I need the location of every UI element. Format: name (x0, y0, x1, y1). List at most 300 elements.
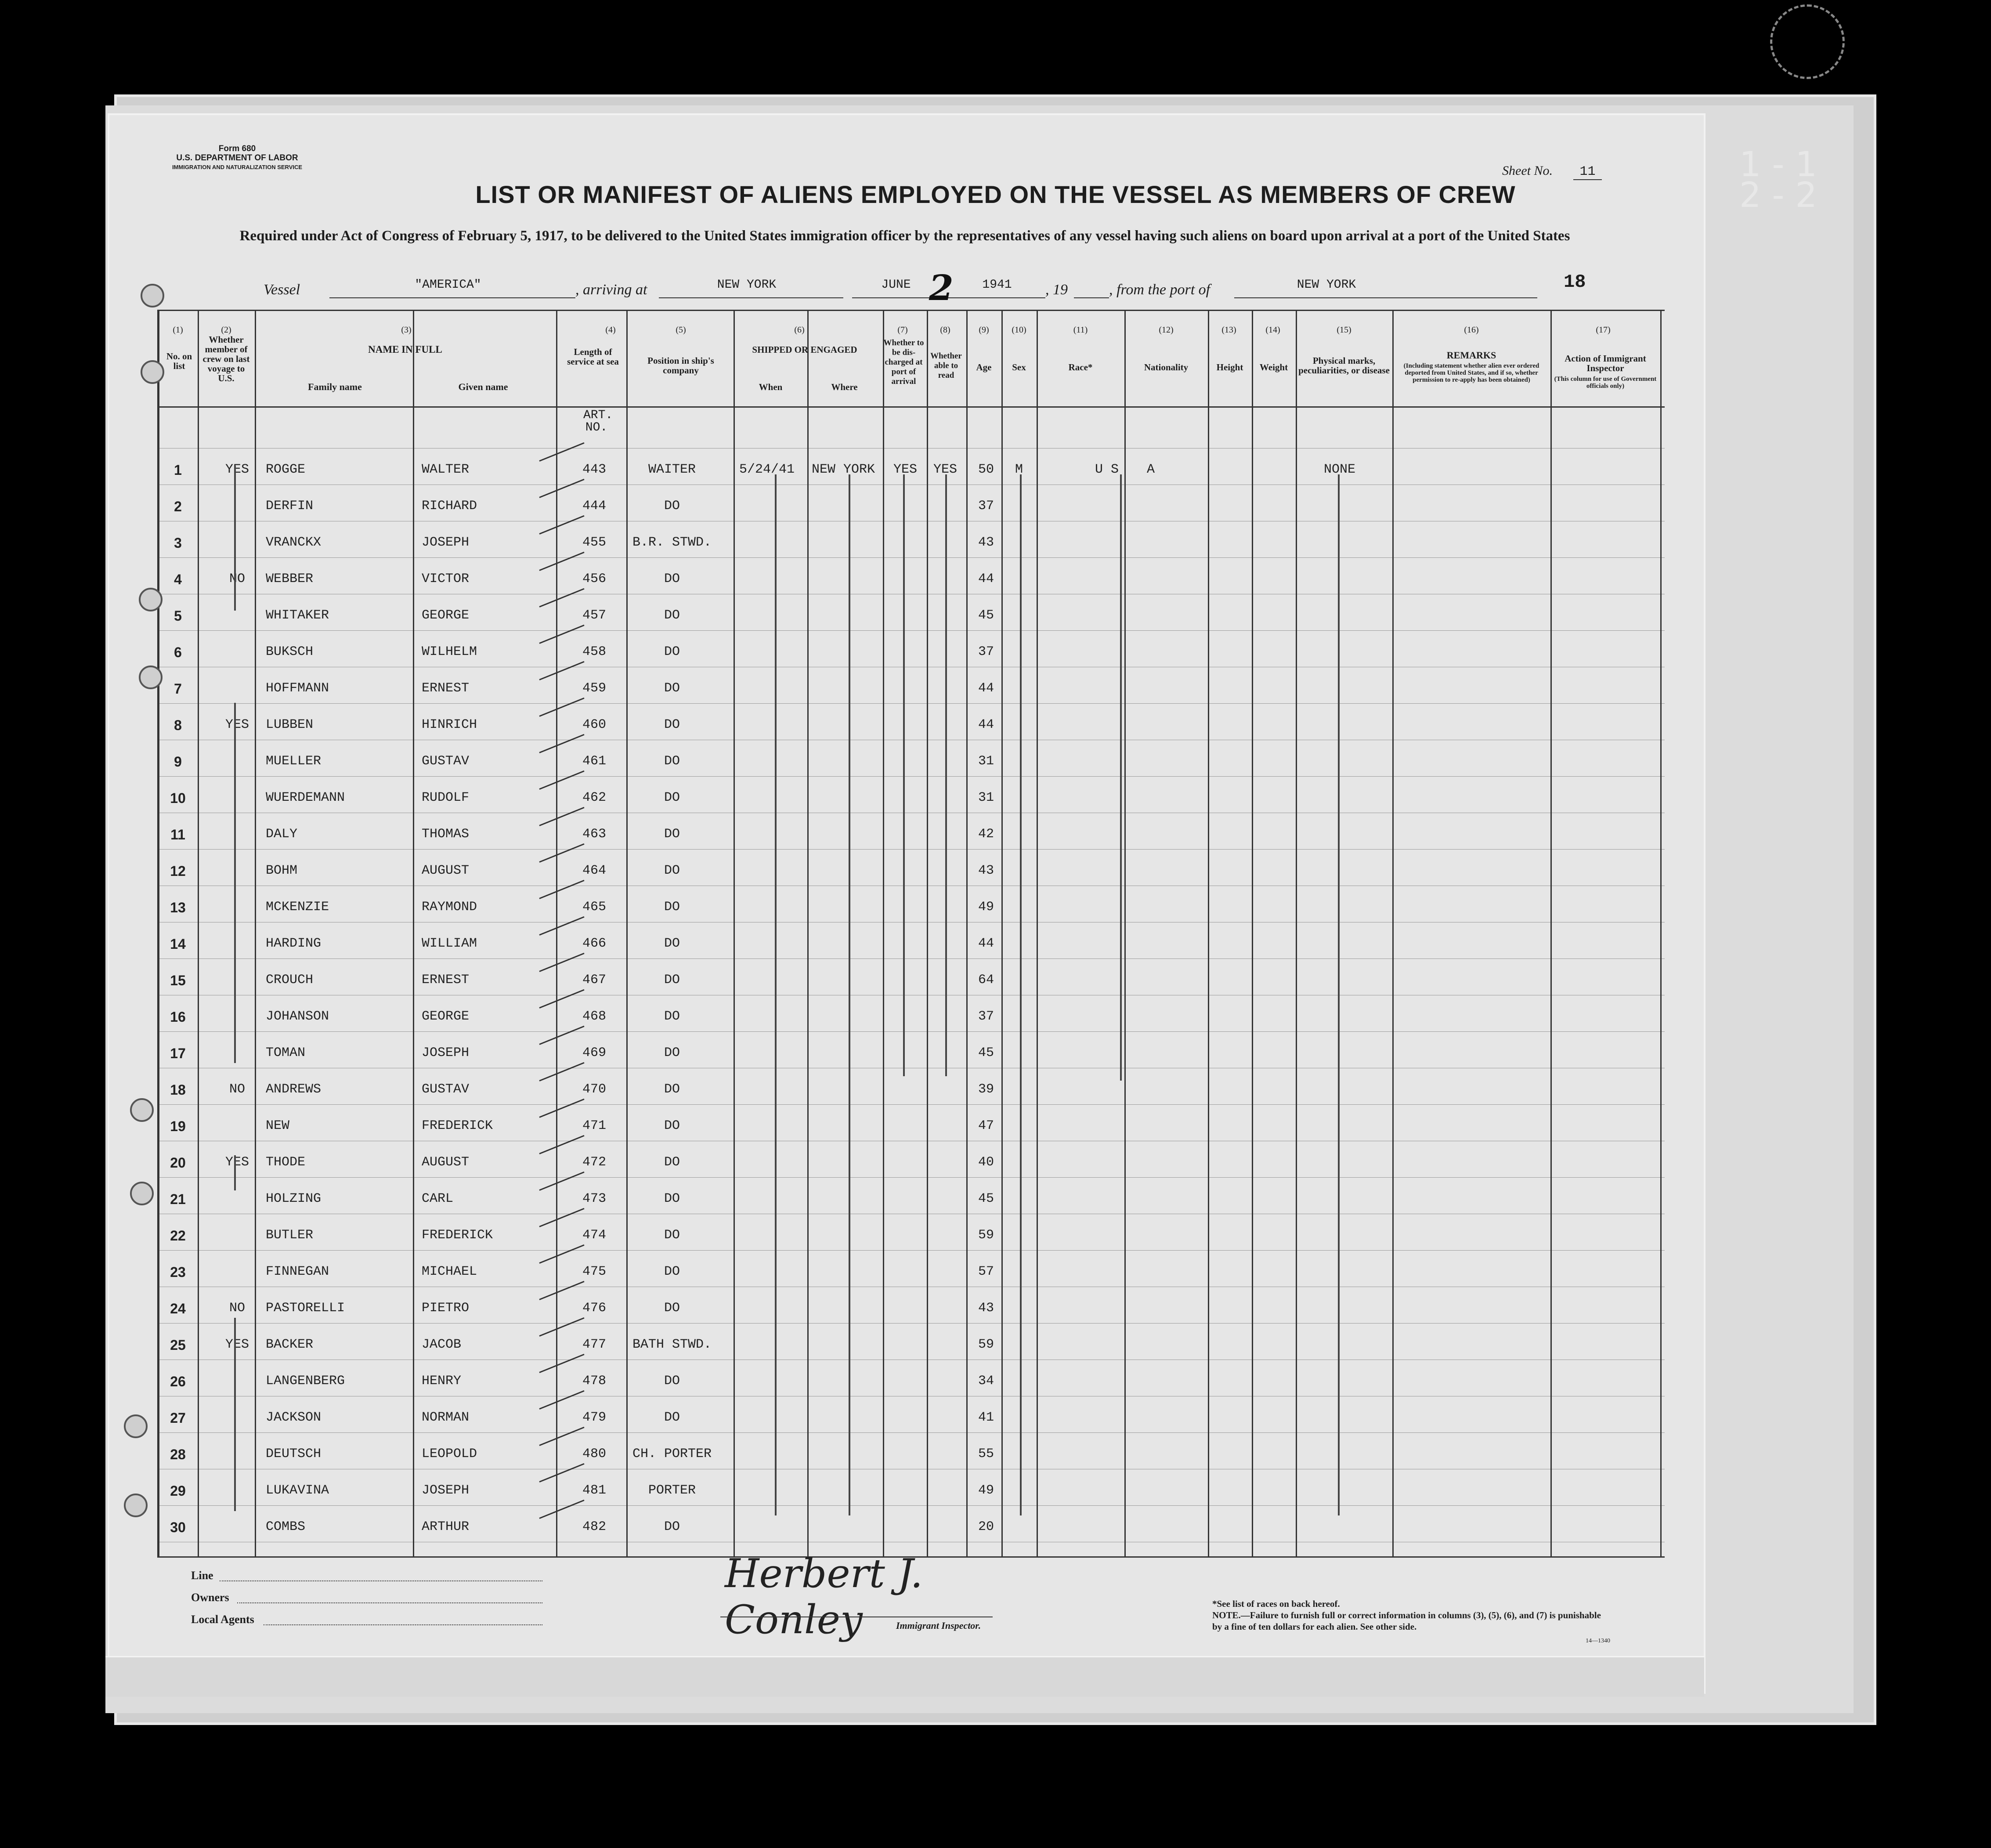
cell-family: WEBBER (266, 571, 314, 586)
side-note-1: 1 - 1 (1739, 145, 1817, 184)
punch-hole (124, 1494, 148, 1517)
cell-no: 14 (170, 936, 186, 952)
table-row (157, 849, 1665, 886)
cell-member: YES (225, 1155, 249, 1170)
header-member: Whether member of crew on last voyage to U.S. (202, 334, 250, 383)
cell-no: 29 (170, 1483, 186, 1499)
cell-age: 40 (978, 1155, 994, 1170)
cell-no: 12 (170, 863, 186, 879)
cell-family: LANGENBERG (266, 1374, 345, 1389)
cell-family: BACKER (266, 1337, 314, 1352)
cell-family: MUELLER (266, 754, 322, 769)
cell-given: ERNEST (422, 681, 470, 696)
table-row (157, 922, 1665, 958)
cell-given: HENRY (422, 1374, 462, 1389)
cell-age: 45 (978, 608, 994, 623)
table-row (157, 1432, 1665, 1469)
cell-length: 456 (582, 571, 606, 586)
cell-age: 34 (978, 1374, 994, 1389)
cell-family: BUTLER (266, 1228, 314, 1243)
cell-physical: NONE (1323, 462, 1355, 477)
cell-family: BUKSCH (266, 644, 314, 659)
document-title: LIST OR MANIFEST OF ALIENS EMPLOYED ON THE VESSEL AS MEMBERS OF CREW (475, 181, 1516, 208)
header-length-service: Length of service at sea (567, 347, 619, 367)
cell-sex: M (1015, 462, 1023, 477)
cell-given: ARTHUR (422, 1519, 470, 1534)
cell-family: DALY (266, 827, 298, 842)
cell-length: 476 (582, 1301, 606, 1316)
cell-given: CARL (422, 1191, 454, 1206)
header-action-note: (This column for use of Government officials only) (1554, 376, 1657, 390)
cell-position: DO (664, 1009, 680, 1024)
owners-label: Owners (191, 1591, 229, 1604)
cell-no: 26 (170, 1374, 186, 1389)
cell-length: 473 (582, 1191, 606, 1206)
table-row (157, 703, 1665, 740)
column-number: (7) (897, 325, 908, 335)
owners-field (237, 1602, 542, 1603)
cell-length: 464 (582, 863, 606, 878)
cell-where: NEW YORK (812, 462, 875, 477)
cell-family: THODE (266, 1155, 306, 1170)
form-number: Form 680 (218, 144, 256, 153)
cell-family: JOHANSON (266, 1009, 329, 1024)
cell-position: DO (664, 1155, 680, 1170)
cell-length: 479 (582, 1410, 606, 1425)
cell-age: 44 (978, 681, 994, 696)
cell-length: 458 (582, 644, 606, 659)
cell-age: 37 (978, 644, 994, 659)
cell-family: FINNEGAN (266, 1264, 329, 1279)
cell-length: 457 (582, 608, 606, 623)
century-underline (1074, 297, 1109, 298)
cell-no: 8 (174, 717, 182, 733)
cell-given: WILHELM (422, 644, 477, 659)
cell-position: DO (664, 900, 680, 915)
table-row (157, 776, 1665, 813)
cell-length: 474 (582, 1228, 606, 1243)
cell-position: DO (664, 1410, 680, 1425)
cell-given: HINRICH (422, 717, 477, 732)
cell-member: YES (225, 462, 249, 477)
cell-no: 27 (170, 1410, 186, 1426)
ditto-line-race (1120, 474, 1122, 1081)
column-number: (1) (173, 325, 183, 335)
footnote-block (1212, 1598, 1608, 1632)
cell-no: 4 (174, 571, 182, 587)
cell-position: DO (664, 681, 680, 696)
cell-discharged: YES (893, 462, 917, 477)
cell-family: VRANCKX (266, 535, 322, 550)
form-identifier (167, 144, 307, 172)
cell-no: 11 (170, 827, 185, 843)
cell-given: GUSTAV (422, 1082, 470, 1097)
cell-family: NEW (266, 1118, 290, 1133)
cell-age: 31 (978, 790, 994, 805)
cell-no: 2 (174, 499, 182, 514)
cell-no: 18 (170, 1082, 186, 1098)
cell-family: LUKAVINA (266, 1483, 329, 1498)
header-action: Action of Immigrant Inspector (1565, 353, 1646, 373)
sheet-number-value: 11 (1573, 164, 1601, 180)
header-position: Position in ship's company (647, 355, 714, 376)
cell-given: FREDERICK (422, 1228, 493, 1243)
column-number: (16) (1464, 325, 1479, 335)
header-discharged: Whether to be dis-charged at port of arrival (883, 338, 924, 386)
cell-position: DO (664, 717, 680, 732)
cell-age: 64 (978, 973, 994, 987)
cell-no: 25 (170, 1337, 186, 1353)
cell-position: DO (664, 1045, 680, 1060)
cell-position: DO (664, 1264, 680, 1279)
ditto-line-physical (1338, 474, 1340, 1515)
column-number: (8) (940, 325, 950, 335)
cell-family: DEUTSCH (266, 1447, 322, 1461)
cell-position: B.R. STWD. (632, 535, 712, 550)
column-number: (12) (1159, 325, 1174, 335)
cell-when: 5/24/41 (739, 462, 795, 477)
column-number: (13) (1221, 325, 1236, 335)
ditto-line-sex (1020, 474, 1022, 1515)
cell-age: 37 (978, 1009, 994, 1024)
cell-position: DO (664, 754, 680, 769)
cell-age: 45 (978, 1045, 994, 1060)
circular-stamp (1770, 4, 1845, 79)
punch-hole (130, 1182, 154, 1205)
header-given-name: Given name (458, 381, 508, 392)
cell-position: DO (664, 936, 680, 951)
cell-length: 466 (582, 936, 606, 951)
cell-position: DO (664, 1118, 680, 1133)
cell-given: PIETRO (422, 1301, 470, 1316)
table-top-rule (157, 310, 1665, 311)
table-row (157, 630, 1665, 667)
cell-nationality: A (1146, 462, 1155, 477)
header-nationality: Nationality (1144, 362, 1189, 372)
cell-position: DO (664, 1519, 680, 1534)
cell-family: HARDING (266, 936, 322, 951)
table-row (157, 886, 1665, 922)
table-row (157, 667, 1665, 703)
cell-position: DO (664, 499, 680, 514)
cell-position: BATH STWD. (632, 1337, 712, 1352)
page-edge (105, 1656, 1704, 1697)
cell-length: 462 (582, 790, 606, 805)
cell-given: NORMAN (422, 1410, 470, 1425)
cell-family: CROUCH (266, 973, 314, 987)
cell-no: 3 (174, 535, 182, 551)
cell-no: 16 (170, 1009, 186, 1025)
cell-no: 7 (174, 681, 182, 697)
cell-age: 57 (978, 1264, 994, 1279)
from-port-underline (1234, 297, 1537, 298)
art-no-label: ART. NO. (583, 409, 613, 434)
cell-position: DO (664, 1191, 680, 1206)
cell-length: 444 (582, 499, 606, 514)
table-row (157, 958, 1665, 995)
punch-hole (130, 1098, 154, 1122)
arriving-label: , arriving at (575, 282, 647, 298)
table-row (157, 1177, 1665, 1214)
cell-length: 471 (582, 1118, 606, 1133)
cell-family: HOFFMANN (266, 681, 329, 696)
cell-length: 455 (582, 535, 606, 550)
cell-position: DO (664, 1082, 680, 1097)
cell-age: 47 (978, 1118, 994, 1133)
cell-no: 6 (174, 644, 182, 660)
cell-age: 44 (978, 936, 994, 951)
cell-no: 24 (170, 1301, 186, 1316)
cell-length: 468 (582, 1009, 606, 1024)
table-row (157, 1068, 1665, 1104)
cell-position: DO (664, 571, 680, 586)
header-sex: Sex (1012, 362, 1026, 372)
cell-age: 31 (978, 754, 994, 769)
cell-length: 459 (582, 681, 606, 696)
cell-family: JACKSON (266, 1410, 322, 1425)
column-number: (17) (1596, 325, 1611, 335)
table-row (157, 995, 1665, 1031)
column-number: (10) (1012, 325, 1026, 335)
inspector-label: Immigrant Inspector. (896, 1620, 981, 1631)
arrival-year: 1941 (982, 278, 1012, 292)
side-note-2: 2 - 2 (1739, 176, 1817, 215)
cell-family: ANDREWS (266, 1082, 322, 1097)
ditto-line-where (849, 474, 850, 1515)
cell-position: DO (664, 608, 680, 623)
cell-given: THOMAS (422, 827, 470, 842)
cell-age: 44 (978, 571, 994, 586)
table-row (157, 1287, 1665, 1323)
cell-length: 481 (582, 1483, 606, 1498)
cell-no: 28 (170, 1447, 186, 1462)
ditto-line (234, 1318, 236, 1511)
cell-length: 475 (582, 1264, 606, 1279)
cell-given: AUGUST (422, 1155, 470, 1170)
cell-given: JOSEPH (422, 1483, 470, 1498)
cell-length: 472 (582, 1155, 606, 1170)
header-name-in-full: NAME IN FULL (368, 344, 442, 355)
cell-age: 55 (978, 1447, 994, 1461)
local-agents-label: Local Agents (191, 1613, 254, 1626)
header-when: When (759, 382, 783, 392)
ditto-line-read (945, 474, 947, 1076)
footnote-penalty: NOTE.—Failure to furnish full or correct information in columns (3), (5), (6), and (7) is punishable by a fine of ten dollars for each alien. See other side. (1212, 1610, 1601, 1632)
cell-given: ERNEST (422, 973, 470, 987)
cell-position: DO (664, 644, 680, 659)
cell-no: 19 (170, 1118, 186, 1134)
cell-length: 461 (582, 754, 606, 769)
table-row (157, 1505, 1665, 1542)
table-row (157, 1396, 1665, 1432)
column-number: (11) (1073, 325, 1088, 335)
cell-age: 45 (978, 1191, 994, 1206)
sheet-number (1502, 163, 1602, 179)
cell-given: JOSEPH (422, 535, 470, 550)
cell-family: ROGGE (266, 462, 306, 477)
header-shipped-engaged: SHIPPED OR ENGAGED (752, 344, 857, 355)
header-no-on-list: No. on list (166, 351, 192, 371)
cell-position: WAITER (648, 462, 696, 477)
header-family-name: Family name (308, 381, 362, 392)
cell-length: 477 (582, 1337, 606, 1352)
header-where: Where (831, 382, 858, 392)
table-row (157, 1031, 1665, 1068)
column-number: (6) (794, 325, 805, 335)
cell-no: 5 (174, 608, 182, 624)
cell-given: GEORGE (422, 1009, 470, 1024)
vessel-label: Vessel (264, 282, 300, 298)
cell-position: DO (664, 790, 680, 805)
table-row (157, 594, 1665, 630)
form-service: IMMIGRATION AND NATURALIZATION SERVICE (172, 164, 303, 170)
cell-member: YES (225, 1337, 249, 1352)
cell-position: DO (664, 1374, 680, 1389)
cell-given: WALTER (422, 462, 470, 477)
cell-given: JACOB (422, 1337, 462, 1352)
vessel-underline (329, 297, 575, 298)
cell-family: HOLZING (266, 1191, 322, 1206)
punch-hole (124, 1414, 148, 1438)
line-label: Line (191, 1569, 213, 1582)
ditto-line (234, 466, 236, 611)
table-row (157, 1469, 1665, 1505)
punch-hole (141, 284, 164, 307)
handwritten-day: 2 (929, 267, 954, 308)
local-agents-field (264, 1624, 542, 1625)
cell-length: 469 (582, 1045, 606, 1060)
cell-given: GUSTAV (422, 754, 470, 769)
cell-age: 37 (978, 499, 994, 514)
cell-position: DO (664, 1301, 680, 1316)
table-row (157, 1141, 1665, 1177)
punch-hole (141, 360, 164, 384)
footnote-races: *See list of races on back hereof. (1212, 1598, 1340, 1609)
table-row (157, 1323, 1665, 1360)
column-number: (5) (676, 325, 686, 335)
cell-race: U S (1095, 462, 1119, 477)
column-number: (4) (605, 325, 616, 335)
table-row (157, 1214, 1665, 1250)
cell-given: VICTOR (422, 571, 470, 586)
vessel-name: "AMERICA" (415, 278, 481, 292)
header-physical: Physical marks, peculiarities, or disease (1298, 355, 1390, 376)
from-port-label: , from the port of (1109, 282, 1210, 298)
cell-no: 15 (170, 973, 186, 988)
inspector-signature: Herbert J. Conley (725, 1551, 923, 1643)
cell-member: NO (229, 1301, 245, 1316)
cell-no: 30 (170, 1519, 186, 1535)
cell-family: PASTORELLI (266, 1301, 345, 1316)
table-row (157, 1360, 1665, 1396)
cell-family: DERFIN (266, 499, 314, 514)
table-row (157, 485, 1665, 521)
sheet-number-label: Sheet No. (1502, 163, 1553, 178)
cell-length: 460 (582, 717, 606, 732)
column-number: (15) (1337, 325, 1351, 335)
form-department: U.S. DEPARTMENT OF LABOR (176, 153, 298, 163)
cell-family: BOHM (266, 863, 298, 878)
cell-length: 482 (582, 1519, 606, 1534)
from-port: NEW YORK (1297, 278, 1356, 292)
arriving-port: NEW YORK (717, 278, 777, 292)
page-number: 18 (1564, 271, 1586, 293)
line-field (220, 1580, 542, 1581)
table-row (157, 521, 1665, 557)
arriving-underline (659, 297, 843, 298)
cell-age: 44 (978, 717, 994, 732)
cell-position: DO (664, 1228, 680, 1243)
cell-given: FREDERICK (422, 1118, 493, 1133)
cell-family: WUERDEMANN (266, 790, 345, 805)
cell-family: LUBBEN (266, 717, 314, 732)
punch-hole (139, 588, 163, 611)
cell-age: 43 (978, 1301, 994, 1316)
cell-given: JOSEPH (422, 1045, 470, 1060)
table-row (157, 557, 1665, 594)
table-row (157, 448, 1665, 485)
header-bottom-rule (157, 406, 1665, 408)
document-subtitle: Required under Act of Congress of February 5, 1917, to be delivered to the United States immigration officer by the representatives of any vessel having such aliens on board upon arrival at a port of the United States (239, 228, 1570, 244)
cell-position: DO (664, 827, 680, 842)
cell-age: 41 (978, 1410, 994, 1425)
cell-length: 480 (582, 1447, 606, 1461)
cell-age: 43 (978, 863, 994, 878)
century-label: , 19 (1045, 282, 1068, 298)
column-number: (3) (401, 325, 412, 335)
cell-length: 470 (582, 1082, 606, 1097)
header-weight: Weight (1259, 362, 1288, 372)
cell-family: COMBS (266, 1519, 306, 1534)
ditto-line-discharged (903, 474, 905, 1076)
arrival-month: JUNE (881, 278, 911, 292)
inspector-signature-block (720, 1551, 1006, 1643)
table-row (157, 740, 1665, 776)
cell-no: 1 (174, 462, 182, 478)
cell-no: 17 (170, 1045, 186, 1061)
header-able-read: Whether able to read (930, 351, 962, 380)
cell-age: 39 (978, 1082, 994, 1097)
form-code: 14—1340 (1586, 1638, 1610, 1644)
cell-no: 20 (170, 1155, 186, 1171)
cell-given: MICHAEL (422, 1264, 477, 1279)
header-height: Height (1216, 362, 1243, 372)
cell-no: 9 (174, 754, 182, 770)
cell-age: 59 (978, 1228, 994, 1243)
cell-given: WILLIAM (422, 936, 477, 951)
cell-family: WHITAKER (266, 608, 329, 623)
cell-no: 23 (170, 1264, 186, 1280)
ditto-line-when (775, 474, 777, 1515)
cell-given: RICHARD (422, 499, 477, 514)
cell-length: 467 (582, 973, 606, 987)
table-row (157, 1104, 1665, 1141)
cell-given: GEORGE (422, 608, 470, 623)
cell-family: MCKENZIE (266, 900, 329, 915)
column-number: (9) (979, 325, 989, 335)
cell-age: 20 (978, 1519, 994, 1534)
cell-no: 13 (170, 900, 186, 915)
cell-member: YES (225, 717, 249, 732)
cell-given: LEOPOLD (422, 1447, 477, 1461)
cell-position: PORTER (648, 1483, 696, 1498)
cell-given: RAYMOND (422, 900, 477, 915)
cell-length: 465 (582, 900, 606, 915)
cell-member: NO (229, 1082, 245, 1097)
cell-length: 443 (582, 462, 606, 477)
cell-age: 43 (978, 535, 994, 550)
ditto-line (234, 703, 236, 1063)
